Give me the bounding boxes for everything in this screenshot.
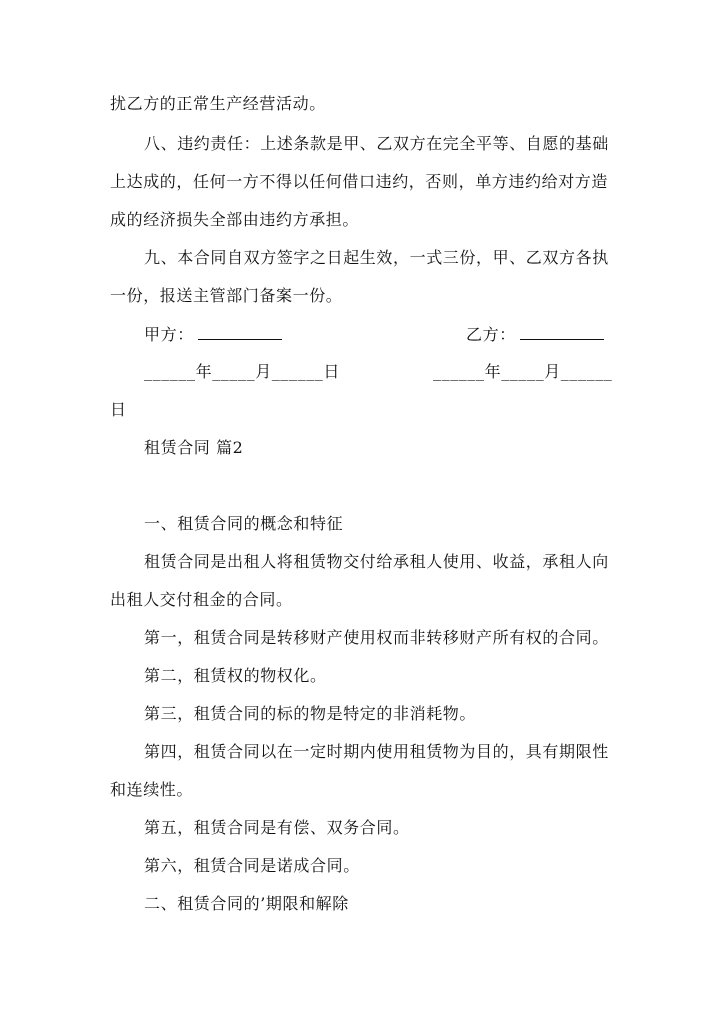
date-wrap: 日 bbox=[110, 400, 127, 419]
paragraph-line: 和连续性。 bbox=[110, 780, 194, 799]
clause-8-heading-line: 八、违约责任：上述条款是甲、乙双方在完全平等、自愿的基础 bbox=[144, 134, 609, 153]
paragraph-line: 成的经济损失全部由违约方承担。 bbox=[110, 210, 360, 229]
section-title: 租赁合同 篇2 bbox=[144, 438, 244, 457]
party-a-label: 甲方： bbox=[144, 325, 194, 344]
party-b-label: 乙方： bbox=[466, 325, 516, 344]
paragraph-line: 出租人交付租金的合同。 bbox=[110, 590, 293, 609]
paragraph-line: 第三，租赁合同的标的物是特定的非消耗物。 bbox=[144, 704, 477, 723]
party-b-signature bbox=[466, 325, 604, 345]
paragraph-line: 上达成的，任何一方不得以任何借口违约，否则，单方违约给对方造 bbox=[110, 172, 609, 191]
paragraph-line: 第六，租赁合同是诺成合同。 bbox=[144, 856, 360, 875]
clause-9-heading-line: 九、本合同自双方签字之日起生效，一式三份，甲、乙双方各执 bbox=[144, 248, 609, 267]
paragraph-line: 第四，租赁合同以在一定时期内使用租赁物为目的，具有期限性 bbox=[144, 742, 609, 761]
paragraph-line: 第五，租赁合同是有偿、双务合同。 bbox=[144, 818, 410, 837]
paragraph-line: 一份，报送主管部门备案一份。 bbox=[110, 286, 343, 305]
paragraph-line: 扰乙方的正常生产经营活动。 bbox=[110, 94, 326, 113]
body-heading-1: 一、租赁合同的概念和特征 bbox=[144, 514, 344, 533]
date-left: ______年_____月______日 bbox=[144, 362, 340, 381]
party-b-signature-blank bbox=[520, 325, 604, 340]
paragraph-line: 第一，租赁合同是转移财产使用权而非转移财产所有权的合同。 bbox=[144, 628, 609, 647]
party-a-signature bbox=[144, 325, 282, 345]
body-heading-2: 二、租赁合同的’期限和解除 bbox=[144, 894, 349, 913]
paragraph-line: 租赁合同是出租人将租赁物交付给承租人使用、收益，承租人向 bbox=[144, 552, 609, 571]
party-a-signature-blank bbox=[198, 325, 282, 340]
date-right: ______年_____月______ bbox=[433, 362, 613, 381]
paragraph-line: 第二，租赁权的物权化。 bbox=[144, 666, 327, 685]
